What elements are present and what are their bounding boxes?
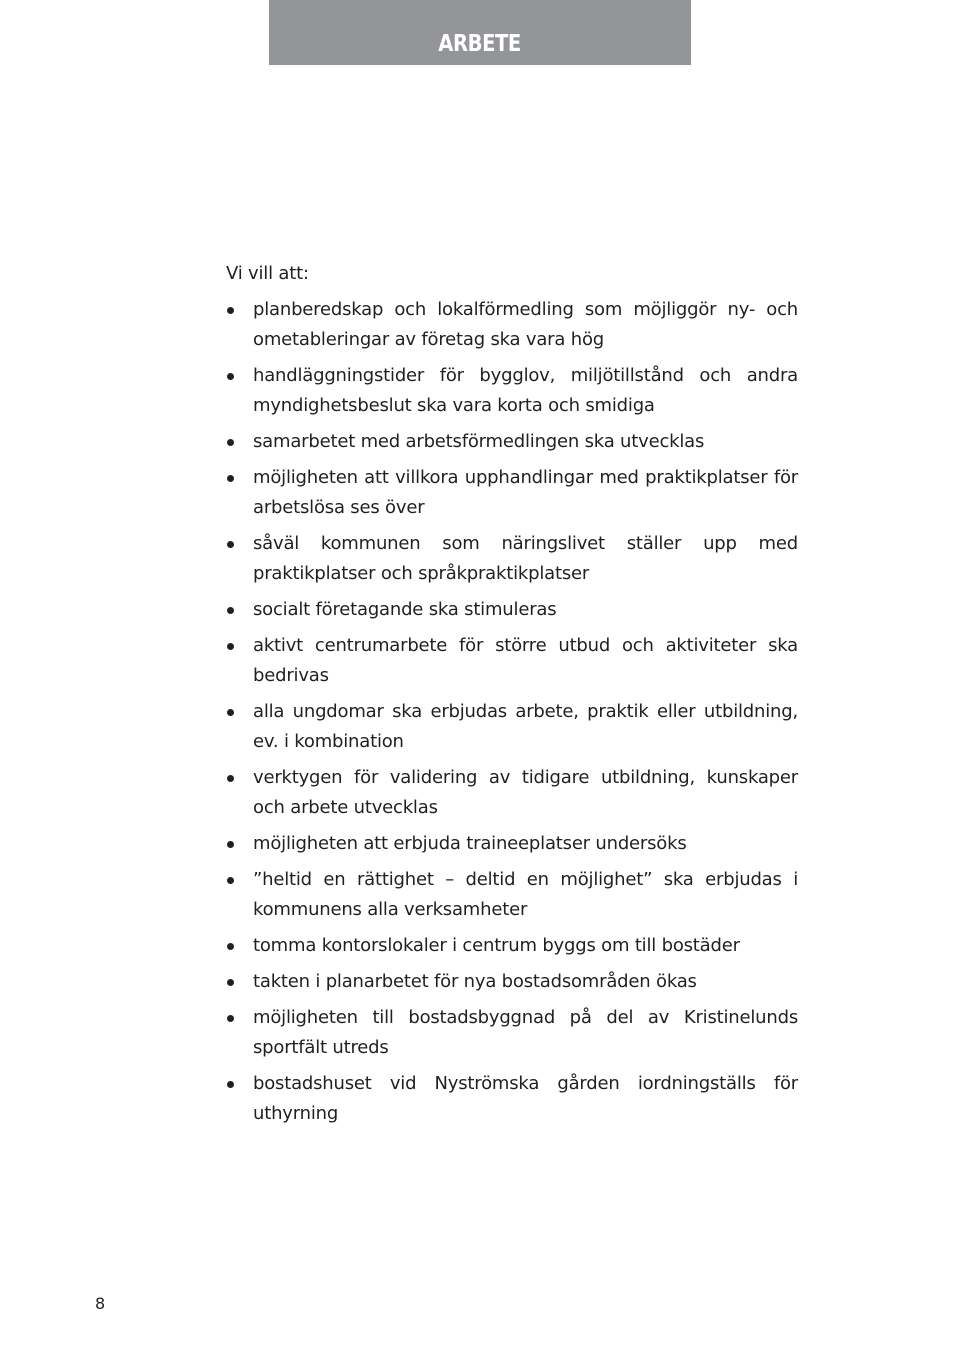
list-item (226, 829, 798, 859)
list-item (226, 697, 798, 757)
list-item-text: möjligheten till bostadsbyggnad på del av Kristinelunds sportfält utreds (253, 1007, 798, 1058)
list-item (226, 427, 798, 457)
bullet-icon (227, 475, 234, 482)
list-item (226, 763, 798, 823)
bullet-icon (227, 373, 234, 380)
list-item (226, 1003, 798, 1063)
bullet-icon (227, 979, 234, 986)
list-item-text: möjligheten att villkora upphandlingar med praktikplatser för arbetslösa ses över (253, 467, 798, 518)
list-item-text: aktivt centrumarbete för större utbud och aktiviteter ska bedrivas (253, 635, 798, 686)
list-item (226, 295, 798, 355)
list-item-text: ”heltid en rättighet – deltid en möjlighet” ska erbjudas i kommunens alla verksamheter (253, 869, 798, 920)
intro-text: Vi vill att: (226, 263, 309, 284)
list-item (226, 967, 798, 997)
bullet-icon (227, 307, 234, 314)
bullet-icon (227, 643, 234, 650)
list-item-text: takten i planarbetet för nya bostadsområden ökas (253, 971, 697, 992)
list-item-text: handläggningstider för bygglov, miljötillstånd och andra myndighetsbeslut ska vara korta och smidiga (253, 365, 798, 416)
page-number: 8 (95, 1294, 106, 1313)
bullet-icon (227, 775, 234, 782)
bullet-icon (227, 1015, 234, 1022)
list-item-text: verktygen för validering av tidigare utbildning, kunskaper och arbete utvecklas (253, 767, 798, 818)
list-item (226, 631, 798, 691)
list-item-text: bostadshuset vid Nyströmska gården iordningställs för uthyrning (253, 1073, 798, 1124)
list-item-text: tomma kontorslokaler i centrum byggs om till bostäder (253, 935, 740, 956)
bullet-list (226, 295, 798, 1129)
bullet-icon (227, 943, 234, 950)
bullet-icon (227, 709, 234, 716)
list-item-text: möjligheten att erbjuda traineeplatser undersöks (253, 833, 687, 854)
list-item-text: alla ungdomar ska erbjudas arbete, praktik eller utbildning, ev. i kombination (253, 701, 798, 752)
list-item (226, 361, 798, 421)
bullet-icon (227, 877, 234, 884)
list-item-text: socialt företagande ska stimuleras (253, 599, 557, 620)
section-header-tab (269, 0, 691, 65)
section-title: ARBETE (438, 30, 522, 57)
list-item (226, 865, 798, 925)
list-item-text: samarbetet med arbetsförmedlingen ska utvecklas (253, 431, 705, 452)
list-item-text: såväl kommunen som näringslivet ställer upp med praktikplatser och språkpraktikplatser (253, 533, 798, 584)
list-item (226, 1069, 798, 1129)
bullet-icon (227, 439, 234, 446)
bullet-icon (227, 841, 234, 848)
bullet-icon (227, 607, 234, 614)
list-item-text: planberedskap och lokalförmedling som möjliggör ny- och ometableringar av företag ska vara hög (253, 299, 798, 350)
list-item (226, 463, 798, 523)
list-item (226, 529, 798, 589)
list-item (226, 931, 798, 961)
main-content (226, 259, 798, 1135)
bullet-icon (227, 541, 234, 548)
bullet-icon (227, 1081, 234, 1088)
list-item (226, 595, 798, 625)
